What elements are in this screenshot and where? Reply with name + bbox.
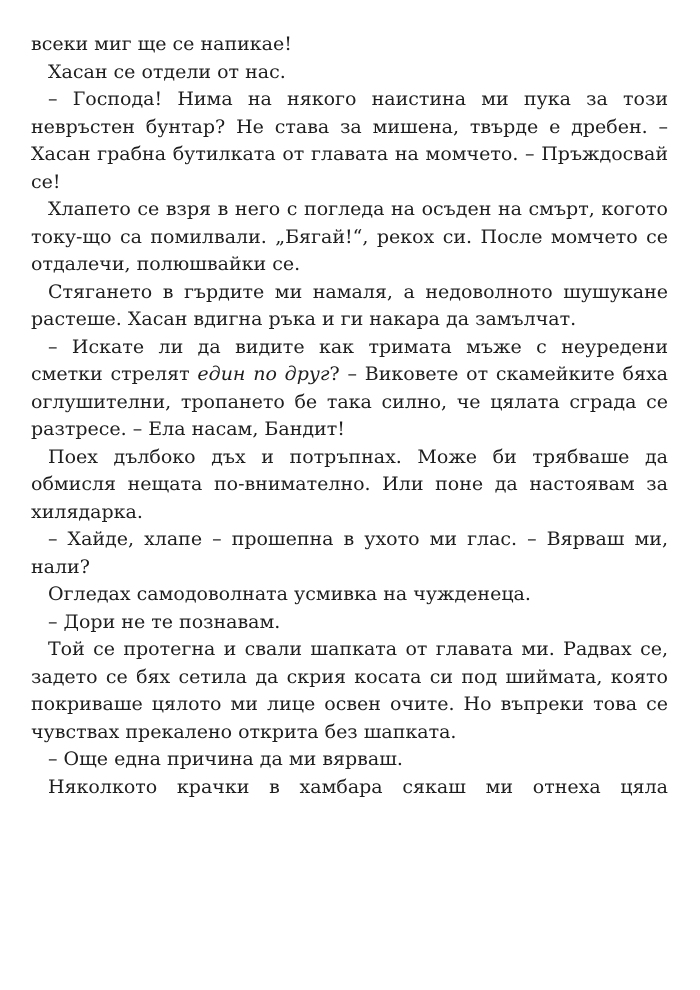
paragraph: всеки миг ще се напикае! xyxy=(31,33,292,55)
emphasized-text: един по друг xyxy=(197,363,330,385)
paragraph: Няколкото крачки в хамбара сякаш ми отнеха цяла xyxy=(48,775,668,798)
paragraph: – Хайде, хлапе – прошепна в ухото ми глас. – Вярваш ми, нали? xyxy=(31,528,668,578)
paragraph: Поех дълбоко дъх и потръпнах. Може би трябваше да обмисля нещата по-внимателно. Или поне да настоявам за хилядарка. xyxy=(31,445,668,523)
paragraph-text: ? – Виковете от скамейките бяха оглушителни, тропането бе така силно, че цялата сграда се разтресе. – Ела насам, Бандит! xyxy=(31,363,668,440)
paragraph-text: – Искате ли да видите как тримата мъже с неуредени сметки стрелят xyxy=(31,335,668,385)
paragraph: Огледах самодоволната усмивка на чужденеца. xyxy=(48,583,531,605)
paragraph: Той се протегна и свали шапката от главата ми. Радвах се, задето се бях сетила да скрия косата си под шиймата, която покриваше цялото ми лице освен очите. Но въпреки това се чувствах прекалено открита без шапката. xyxy=(31,638,668,743)
paragraph: – Господа! Нима на някого наистина ми пука за този невръстен бунтар? Не става за мишена, твърде е дребен. – Хасан грабна бутилката от главата на момчето. – Пръждосвай се! xyxy=(31,88,668,193)
paragraph: Хасан се отдели от нас. xyxy=(48,60,286,83)
paragraph: Хлапето се взря в него с погледа на осъден на смърт, когото току-що са помилвали. „Бягай!“, рекох си. После момчето се отдалечи, полюшвайки се. xyxy=(31,198,668,275)
page-body-text xyxy=(31,31,668,801)
paragraph: – Още една причина да ми вярваш. xyxy=(48,748,403,770)
paragraph xyxy=(31,334,668,444)
paragraph: Стягането в гърдите ми намаля, а недоволното шушукане растеше. Хасан вдигна ръка и ги накара да замълчат. xyxy=(31,280,668,330)
paragraph: – Дори не те познавам. xyxy=(48,610,281,633)
